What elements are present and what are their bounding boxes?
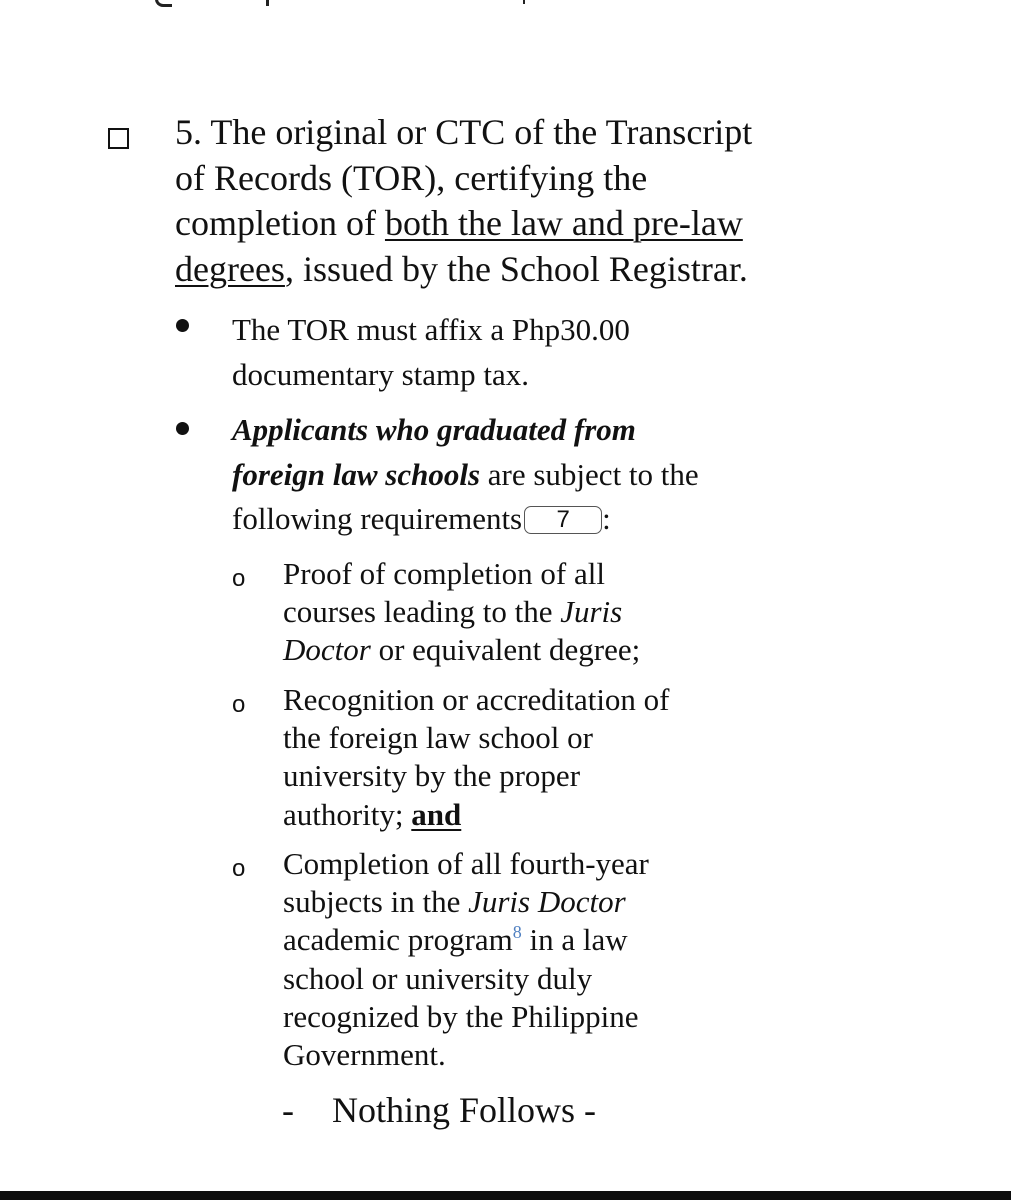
underlined-text: both the law and pre-law xyxy=(384,203,743,243)
bold-underlined-text: and xyxy=(411,796,462,832)
sub-bullet-icon: o xyxy=(232,691,246,718)
sub-line xyxy=(283,631,640,669)
sub-line: Proof of completion of all xyxy=(283,556,605,591)
sub-line: Completion of all fourth-year xyxy=(283,846,649,881)
sub-text: academic program xyxy=(283,922,513,958)
sub-line: university by the proper xyxy=(283,758,581,794)
sub-item-proof-of-completion xyxy=(283,555,640,670)
italic-text: Juris xyxy=(560,594,623,630)
text-fragment xyxy=(266,0,269,6)
underlined-text: degrees xyxy=(175,248,285,289)
sub-bullet-icon: o xyxy=(232,565,246,592)
sub-line xyxy=(283,796,670,834)
text-fragment xyxy=(155,0,172,7)
requirement-checkbox[interactable] xyxy=(108,128,129,149)
requirement-item-5 xyxy=(175,110,855,292)
bullet-icon xyxy=(176,422,189,435)
sub-text: or equivalent degree; xyxy=(370,632,641,668)
sub-item-fourth-year xyxy=(283,845,649,1074)
bold-italic-text: Applicants who graduated from xyxy=(232,412,636,447)
page-bottom-border xyxy=(0,1191,1011,1200)
sub-line xyxy=(283,883,649,921)
sub-text: authority; xyxy=(283,796,412,832)
sub-line xyxy=(283,921,649,959)
bold-italic-text: foreign law schools xyxy=(232,456,481,492)
italic-text: Juris Doctor xyxy=(468,884,626,920)
item-line: 5. The original or CTC of the Transcript xyxy=(175,112,753,152)
item-text: , issued by the School Registrar. xyxy=(284,248,748,289)
bullet-stamp-tax xyxy=(232,307,630,397)
bullet-line xyxy=(232,497,699,542)
previous-text-remnant xyxy=(0,0,1011,8)
footnote-link[interactable]: 8 xyxy=(512,922,522,943)
bullet-line: documentary stamp tax. xyxy=(232,357,529,392)
sub-item-recognition xyxy=(283,681,670,834)
bullet-foreign-graduates xyxy=(232,408,699,542)
nothing-follows-text: Nothing Follows - xyxy=(332,1090,597,1130)
sub-text: courses leading to the xyxy=(283,594,561,630)
sub-line: the foreign law school or xyxy=(283,720,593,756)
reference-number-badge[interactable]: 7 xyxy=(524,506,602,534)
sub-bullet-icon: o xyxy=(232,855,246,882)
item-text: completion of xyxy=(175,203,385,243)
item-line xyxy=(175,201,855,247)
sub-line xyxy=(283,593,640,631)
sub-text: subjects in the xyxy=(283,884,469,920)
sub-line: Government. xyxy=(283,1037,446,1073)
item-line: of Records (TOR), certifying the xyxy=(175,157,648,198)
nothing-follows-dash: - xyxy=(282,1090,294,1130)
text-fragment xyxy=(523,0,531,4)
sub-line: school or university duly xyxy=(283,960,593,996)
bullet-icon xyxy=(176,319,189,332)
bullet-text: following requirements xyxy=(232,501,523,536)
bullet-text: are subject to the xyxy=(480,456,699,492)
item-line xyxy=(175,247,855,293)
bullet-text: : xyxy=(602,501,611,536)
sub-line: recognized by the Philippine xyxy=(283,998,639,1034)
bullet-line: The TOR must affix a Php30.00 xyxy=(232,312,630,347)
bullet-line xyxy=(232,453,699,498)
sub-text: in a law xyxy=(521,922,628,958)
sub-line: Recognition or accreditation of xyxy=(283,682,670,717)
italic-text: Doctor xyxy=(283,632,371,668)
